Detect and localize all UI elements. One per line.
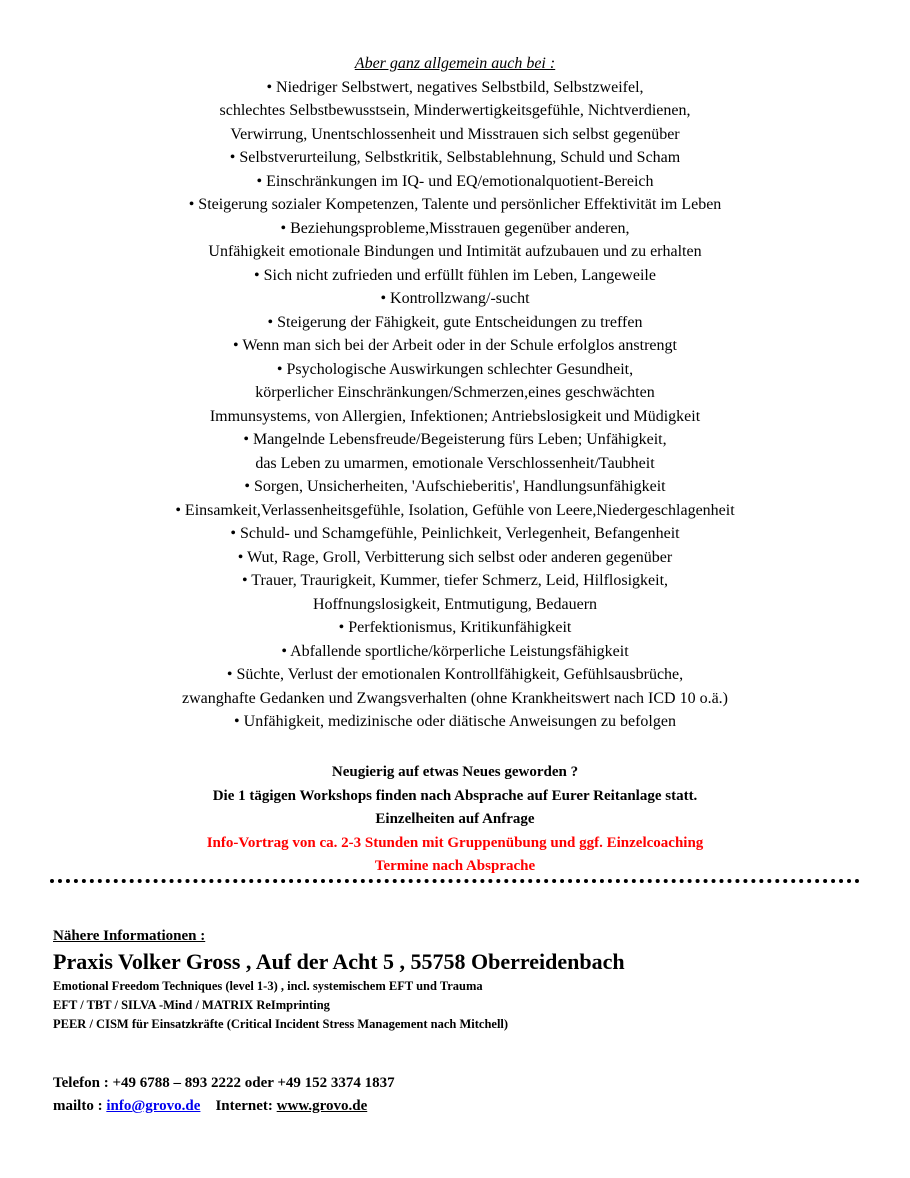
contact-block [53,925,873,1118]
cta-appointments: Termine nach Absprache [374,858,536,874]
contact-heading: Nähere Informationen : [53,928,206,944]
qualification-line: EFT / TBT / SILVA -Mind / MATRIX ReImprinting [53,998,330,1012]
list-intro: Aber ganz allgemein auch bei : [354,55,556,72]
list-item: körperlicher Einschränkungen/Schmerzen,eines geschwächten [255,384,655,401]
list-item: • Kontrollzwang/-sucht [380,290,530,307]
list-item: • Süchte, Verlust der emotionalen Kontrollfähigkeit, Gefühlsausbrüche, [226,666,684,683]
website-link[interactable]: www.grovo.de [276,1098,368,1114]
qualification-line: Emotional Freedom Techniques (level 1-3) , incl. systemischem EFT und Trauma [53,979,483,993]
list-item: • Wenn man sich bei der Arbeit oder in der Schule erfolglos anstrengt [233,337,677,354]
list-item: Hoffnungslosigkeit, Entmutigung, Bedauern [312,595,598,613]
phone-numbers: Telefon : +49 6788 – 893 2222 oder +49 152 3374 1837 [53,1075,395,1091]
list-item: • Niedriger Selbstwert, negatives Selbstbild, Selbstzweifel, [266,78,644,96]
list-item: • Beziehungsprobleme,Misstrauen gegenüber anderen, [280,219,630,237]
email-website-line [53,1095,873,1118]
mailto-label: mailto : [53,1098,107,1114]
list-item: • Steigerung sozialer Kompetenzen, Talente und persönlicher Effektivität im Leben [188,196,722,213]
list-item: schlechtes Selbstbewusstsein, Minderwertigkeitsgefühle, Nichtverdienen, [219,102,691,119]
cta-workshop-info: Die 1 tägigen Workshops finden nach Absprache auf Eurer Reitanlage statt. [212,787,698,804]
practice-address: Praxis Volker Gross , Auf der Acht 5 , 55758 Oberreidenbach [53,949,625,974]
list-item: • Sich nicht zufrieden und erfüllt fühlen im Leben, Langeweile [254,266,656,284]
cta-details: Einzelheiten auf Anfrage [375,811,535,827]
list-item: • Psychologische Auswirkungen schlechter Gesundheit, [276,360,634,378]
internet-label: Internet: [215,1098,277,1114]
list-item: • Sorgen, Unsicherheiten, 'Aufschieberitis', Handlungsunfähigkeit [244,478,666,495]
list-item: • Steigerung der Fähigkeit, gute Entscheidungen zu treffen [267,313,643,331]
list-item: • Einsamkeit,Verlassenheitsgefühle, Isolation, Gefühle von Leere,Niedergeschlagenheit [175,501,735,519]
list-item: • Unfähigkeit, medizinische oder diätische Anweisungen zu befolgen [234,713,676,730]
list-item: • Einschränkungen im IQ- und EQ/emotionalquotient-Bereich [256,172,654,190]
list-item: • Mangelnde Lebensfreude/Begeisterung fürs Leben; Unfähigkeit, [243,431,667,448]
qualification-line: PEER / CISM für Einsatzkräfte (Critical Incident Stress Management nach Mitchell) [53,1017,509,1031]
dotted-divider [50,879,860,883]
cta-question: Neugierig auf etwas Neues geworden ? [331,764,579,780]
list-item: • Abfallende sportliche/körperliche Leistungsfähigkeit [281,642,629,660]
list-item: das Leben zu umarmen, emotionale Verschlossenheit/Taubheit [255,454,655,472]
symptom-list [60,52,850,734]
list-item: • Selbstverurteilung, Selbstkritik, Selbstablehnung, Schuld und Scham [229,149,681,166]
list-item: zwanghafte Gedanken und Zwangsverhalten (ohne Krankheitswert nach ICD 10 o.ä.) [181,689,729,707]
list-item: • Schuld- und Schamgefühle, Peinlichkeit, Verlegenheit, Befangenheit [230,525,680,542]
email-link[interactable]: info@grovo.de [106,1098,201,1114]
list-item: Unfähigkeit emotionale Bindungen und Intimität aufzubauen und zu erhalten [208,243,702,260]
list-item: Verwirrung, Unentschlossenheit und Misstrauen sich selbst gegenüber [230,125,680,143]
list-item: • Perfektionismus, Kritikunfähigkeit [338,619,572,636]
cta-info-talk: Info-Vortrag von ca. 2-3 Stunden mit Gruppenübung und ggf. Einzelcoaching [206,834,704,851]
workshop-announcement [60,761,850,879]
list-item: • Wut, Rage, Groll, Verbitterung sich selbst oder anderen gegenüber [237,548,673,566]
list-item: • Trauer, Traurigkeit, Kummer, tiefer Schmerz, Leid, Hilflosigkeit, [241,572,669,589]
list-item: Immunsystems, von Allergien, Infektionen; Antriebslosigkeit und Müdigkeit [209,407,701,425]
